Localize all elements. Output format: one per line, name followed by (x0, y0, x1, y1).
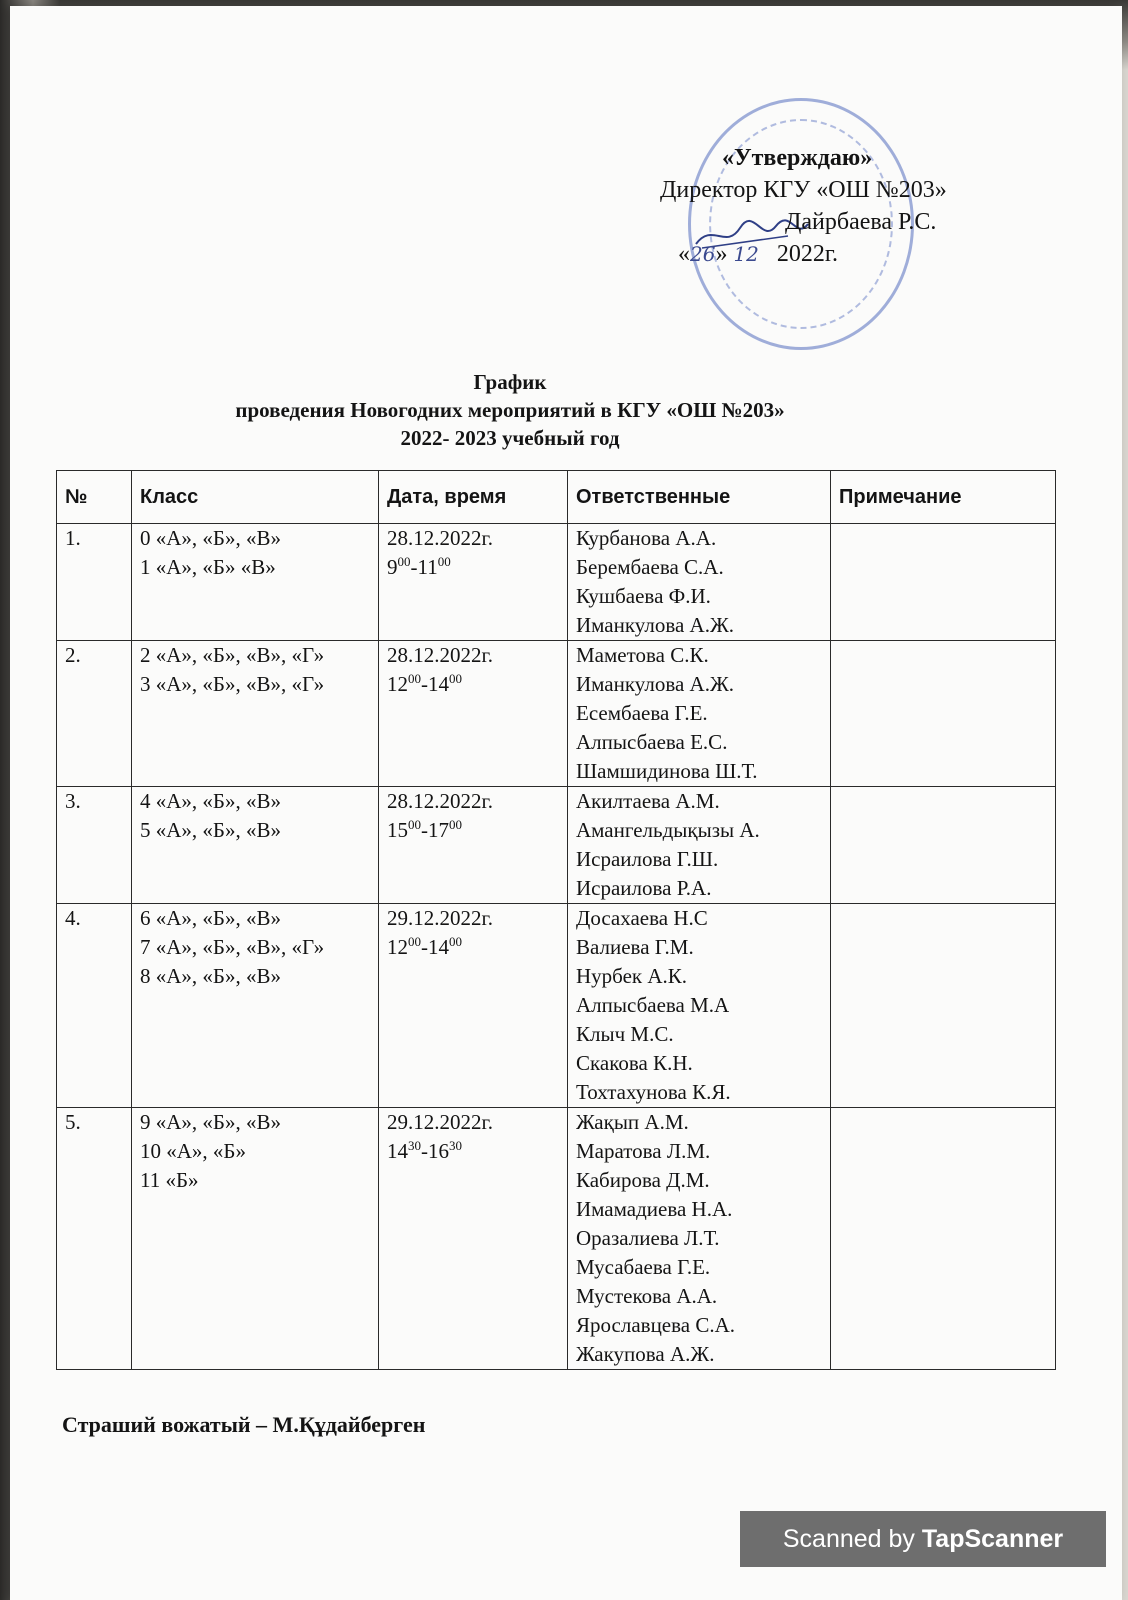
responsible-person: Исраилова Р.А. (576, 876, 712, 900)
event-time (387, 553, 559, 582)
row-classes (132, 904, 379, 1108)
table-row (57, 1108, 1056, 1370)
time-start-min: 00 (397, 554, 411, 569)
time-start-min: 00 (408, 817, 421, 832)
table-row (57, 787, 1056, 904)
event-date: 28.12.2022г. (387, 526, 493, 550)
class-line: 6 «А», «Б», «В» (140, 906, 281, 930)
responsible-person: Жақып А.М. (576, 1110, 689, 1134)
responsible-person: Нурбек А.К. (576, 964, 688, 988)
class-line: 8 «А», «Б», «В» (140, 964, 281, 988)
responsible-person: Оразалиева Л.Т. (576, 1226, 720, 1250)
approval-date-open-quote: « (678, 241, 690, 267)
row-classes (132, 787, 379, 904)
row-responsible (568, 524, 831, 641)
approval-position: Директор КГУ «ОШ №203» (660, 177, 947, 203)
class-line: 11 «Б» (140, 1168, 199, 1192)
responsible-person: Клыч М.С. (576, 1022, 674, 1046)
responsible-person: Шамшидинова Ш.Т. (576, 759, 758, 783)
responsible-person: Кушбаева Ф.И. (576, 584, 711, 608)
time-start-hour: 12 (387, 935, 408, 959)
responsible-person: Жакупова А.Ж. (576, 1342, 715, 1366)
responsible-person: Алпысбаева М.А (576, 993, 730, 1017)
row-note (831, 524, 1056, 641)
event-time (387, 816, 559, 845)
responsible-person: Тохтахунова К.Я. (576, 1080, 731, 1104)
responsible-person: Алпысбаева Е.С. (576, 730, 728, 754)
row-responsible (568, 1108, 831, 1370)
row-classes (132, 1108, 379, 1370)
header-responsible: Ответственные (568, 471, 831, 524)
class-line: 4 «А», «Б», «В» (140, 789, 281, 813)
class-line: 2 «А», «Б», «В», «Г» (140, 643, 325, 667)
class-line: 10 «А», «Б» (140, 1139, 246, 1163)
row-date-time (379, 904, 568, 1108)
time-end-min: 00 (449, 817, 462, 832)
responsible-person: Иманкулова А.Ж. (576, 613, 735, 637)
time-end-min: 30 (449, 1138, 462, 1153)
row-note (831, 1108, 1056, 1370)
event-date: 29.12.2022г. (387, 906, 493, 930)
row-date-time (379, 641, 568, 787)
event-date: 28.12.2022г. (387, 643, 493, 667)
approval-date-month: 12 (733, 242, 759, 266)
time-start-hour: 15 (387, 818, 408, 842)
event-time (387, 670, 559, 699)
class-line: 5 «А», «Б», «В» (140, 818, 281, 842)
approval-date (678, 238, 838, 270)
approval-date-close-quote: » (715, 241, 728, 267)
row-number: 5. (57, 1108, 132, 1370)
time-end-hour: -17 (421, 818, 449, 842)
title-line-3: 2022- 2023 учебный год (400, 426, 620, 450)
class-line: 3 «А», «Б», «В», «Г» (140, 672, 325, 696)
schedule-table (56, 470, 1056, 1370)
responsible-person: Маметова С.К. (576, 643, 709, 667)
responsible-person: Берембаева С.А. (576, 555, 724, 579)
approval-name: Дайрбаева Р.С. (785, 209, 937, 235)
event-date: 28.12.2022г. (387, 789, 493, 813)
class-line: 7 «А», «Б», «В», «Г» (140, 935, 325, 959)
row-responsible (568, 641, 831, 787)
document-title (120, 368, 900, 452)
responsible-person: Валиева Г.М. (576, 935, 694, 959)
row-classes (132, 524, 379, 641)
scanner-watermark (740, 1511, 1106, 1567)
time-end-min: 00 (437, 554, 451, 569)
time-start-min: 00 (408, 934, 421, 949)
table-row (57, 641, 1056, 787)
time-end-hour: -14 (421, 672, 449, 696)
time-start-hour: 9 (387, 555, 398, 579)
time-end-hour: -14 (421, 935, 449, 959)
time-start-hour: 12 (387, 672, 408, 696)
header-class: Класс (132, 471, 379, 524)
responsible-person: Скакова К.Н. (576, 1051, 693, 1075)
header-date-time: Дата, время (379, 471, 568, 524)
row-number: 3. (57, 787, 132, 904)
responsible-person: Мусабаева Г.Е. (576, 1255, 711, 1279)
row-responsible (568, 904, 831, 1108)
approval-title: «Утверждаю» (722, 145, 873, 171)
table-row (57, 904, 1056, 1108)
watermark-brand: TapScanner (921, 1525, 1064, 1553)
time-end-min: 00 (449, 671, 462, 686)
row-date-time (379, 524, 568, 641)
row-date-time (379, 1108, 568, 1370)
responsible-person: Досахаева Н.С (576, 906, 708, 930)
approval-date-day: 26 (690, 242, 716, 266)
responsible-person: Есембаева Г.Е. (576, 701, 708, 725)
time-start-min: 00 (408, 671, 421, 686)
responsible-person: Кабирова Д.М. (576, 1168, 710, 1192)
header-note: Примечание (831, 471, 1056, 524)
row-responsible (568, 787, 831, 904)
row-classes (132, 641, 379, 787)
time-end-min: 00 (449, 934, 462, 949)
class-line: 9 «А», «Б», «В» (140, 1110, 281, 1134)
responsible-person: Амангельдықызы А. (576, 818, 760, 842)
footer-signature-line: Страший вожатый – М.Құдайберген (62, 1412, 426, 1437)
table-row (57, 524, 1056, 641)
row-number: 1. (57, 524, 132, 641)
watermark-prefix: Scanned by (782, 1525, 922, 1553)
title-line-2: проведения Новогодних мероприятий в КГУ «ОШ №203» (235, 398, 785, 422)
row-note (831, 904, 1056, 1108)
event-time (387, 1137, 559, 1166)
table-header-row (57, 471, 1056, 524)
responsible-person: Иманкулова А.Ж. (576, 672, 735, 696)
responsible-person: Имамадиева Н.А. (576, 1197, 733, 1221)
row-number: 2. (57, 641, 132, 787)
event-date: 29.12.2022г. (387, 1110, 493, 1134)
responsible-person: Исраилова Г.Ш. (576, 847, 719, 871)
row-number: 4. (57, 904, 132, 1108)
header-number: № (57, 471, 132, 524)
row-date-time (379, 787, 568, 904)
responsible-person: Акилтаева А.М. (576, 789, 720, 813)
time-start-min: 30 (408, 1138, 421, 1153)
class-line: 1 «А», «Б» «В» (140, 555, 276, 579)
approval-date-year: 2022г. (776, 241, 839, 267)
class-line: 0 «А», «Б», «В» (140, 526, 281, 550)
title-line-1: График (473, 370, 547, 394)
time-end-hour: -11 (410, 555, 438, 579)
responsible-person: Курбанова А.А. (576, 526, 717, 550)
event-time (387, 933, 559, 962)
time-end-hour: -16 (421, 1139, 449, 1163)
row-note (831, 641, 1056, 787)
responsible-person: Ярославцева С.А. (576, 1313, 736, 1337)
responsible-person: Маратова Л.М. (576, 1139, 711, 1163)
row-note (831, 787, 1056, 904)
responsible-person: Мустекова А.А. (576, 1284, 718, 1308)
time-start-hour: 14 (387, 1139, 408, 1163)
